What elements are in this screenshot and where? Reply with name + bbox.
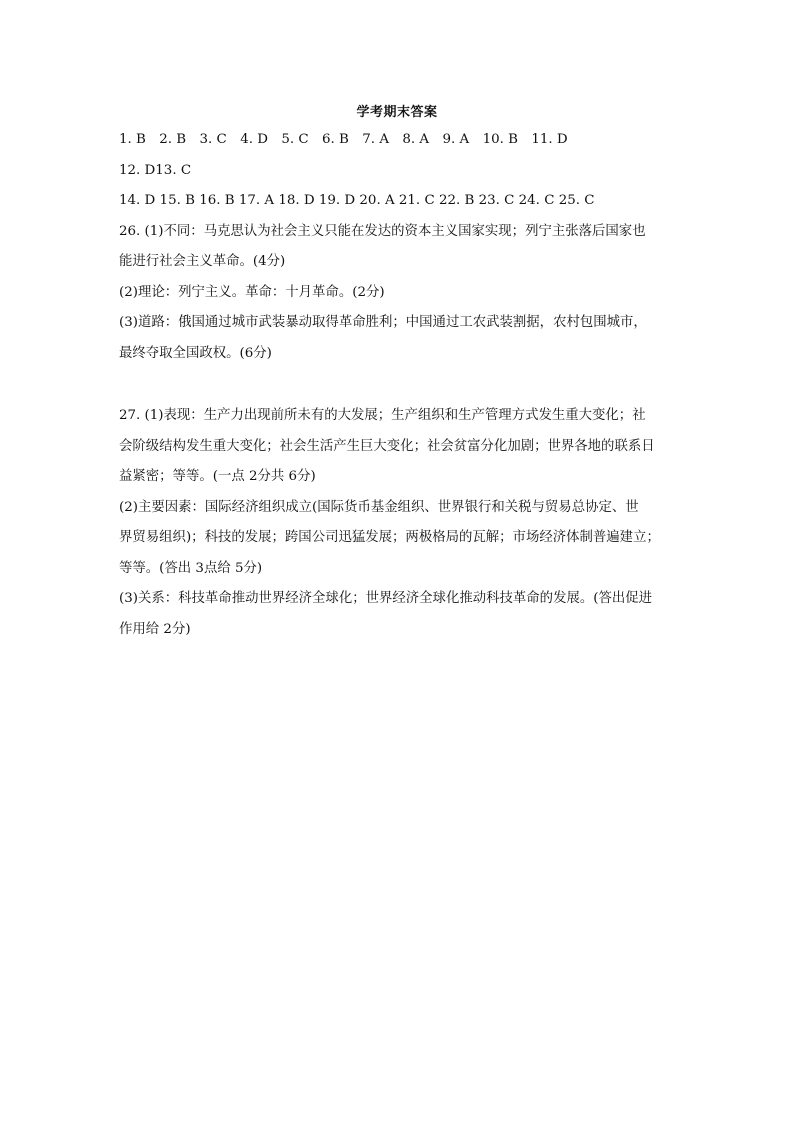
- answer-content: [119, 130, 689, 650]
- q27-part1-line2: 会阶级结构发生重大变化；社会生活产生巨大变化；社会贫富分化加剧；世界各地的联系日: [119, 438, 655, 454]
- mc-answers-line-3: 14. D 15. B 16. B 17. A 18. D 19. D 20. A 21. C 22. B 23. C 24. C 25. C: [119, 193, 595, 208]
- q27-part2-line3: 等等。(答出 3点给 5分): [119, 560, 263, 576]
- q27-part2-line2: 界贸易组织)；科技的发展；跨国公司迅猛发展；两极格局的瓦解；市场经济体制普遍建立；: [119, 530, 660, 545]
- document-title: 学考期末答案: [356, 105, 438, 120]
- q27-part3-line2: 作用给 2分): [119, 621, 191, 637]
- section-gap: [119, 374, 689, 406]
- q27-part3-line1: (3)关系：科技革命推动世界经济全球化；世界经济全球化推动科技革命的发展。(答出促进: [119, 591, 653, 606]
- q26-part3-line2: 最终夺取全国政权。(6分): [119, 345, 272, 361]
- q26-part3-line1: (3)道路：俄国通过城市武装暴动取得革命胜利；中国通过工农武装割据，农村包围城市，: [119, 315, 647, 330]
- q26-part1-line2: 能进行社会主义革命。(4分): [119, 254, 286, 269]
- q27-part1-line1: 27. (1)表现：生产力出现前所未有的大发展；生产组织和生产管理方式发生重大变化；社: [119, 408, 646, 423]
- mc-answers-line-2: 12. D13. C: [119, 162, 192, 178]
- q26-part2-line1: (2)理论：列宁主义。革命：十月革命。(2分): [119, 284, 385, 300]
- q27-part1-line3: 益紧密；等等。(一点 2分共 6分): [119, 469, 316, 484]
- q27-part2-line1: (2)主要因素：国际经济组织成立(国际货币基金组织、世界银行和关税与贸易总协定、世: [119, 499, 639, 515]
- q26-part1-line1: 26. (1)不同：马克思认为社会主义只能在发达的资本主义国家实现；列宁主张落后国家也: [119, 223, 646, 239]
- mc-answers-line-1: 1. B 2. B 3. C 4. D 5. C 6. B 7. A 8. A 9. A 10. B 11. D: [119, 132, 568, 147]
